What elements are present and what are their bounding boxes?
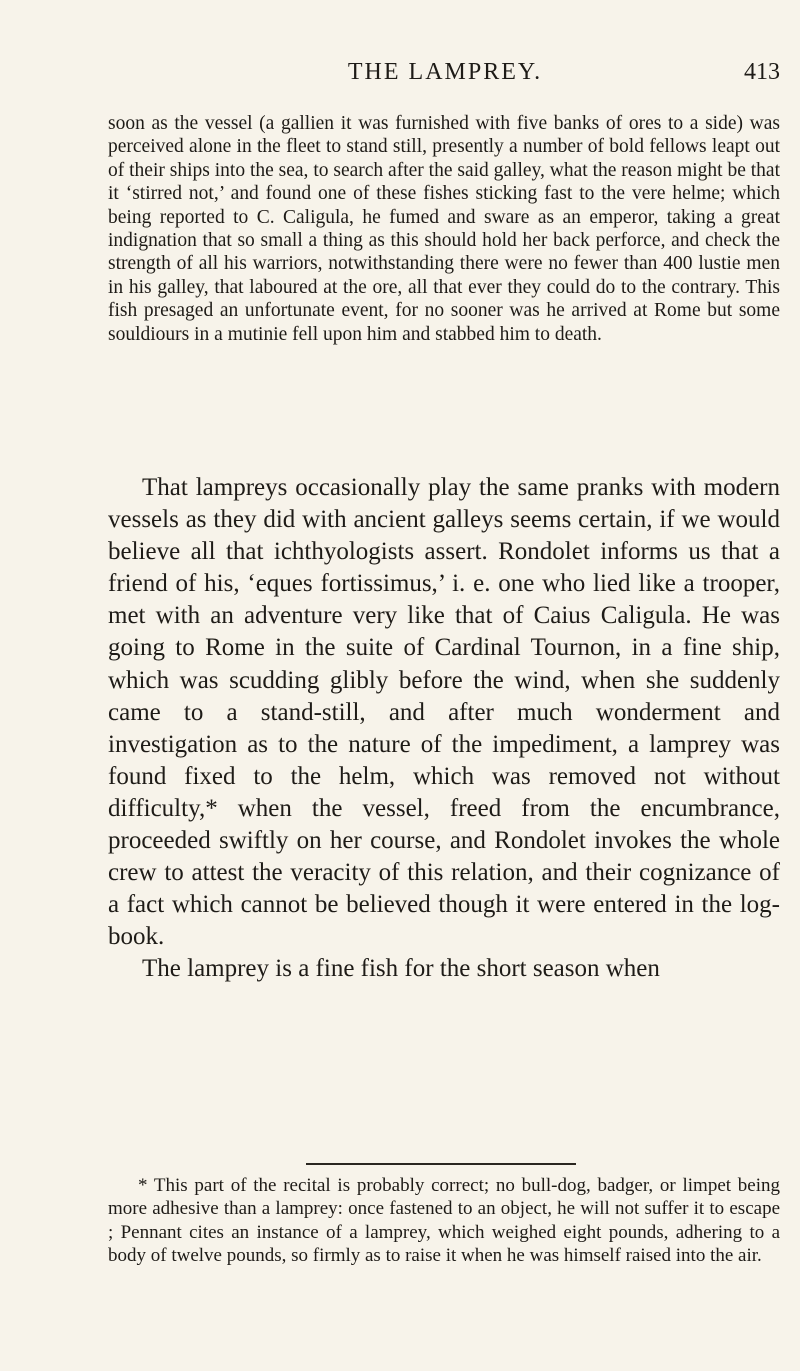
body-paragraph: That lampreys occasionally play the same pranks with modern vessels as they did with ancient galleys seems certain, if we would believe all that ichthyologists assert. Rondolet informs us that a friend of his, ‘eques fortissimus,’ i. e. one who lied like a trooper, met with an adventure very like that of Caius Caligula. He was going to Rome in the suite of Cardinal Tournon, in a fine ship, which was scudding glibly before the wind, when she suddenly came to a stand-still, and after much wonderment and investigation as to the nature of the impediment, a lamprey was found fixed to the helm, which was removed not without difficulty,* when the vessel, freed from the encumbrance, proceeded swiftly on her course, and Rondolet invokes the whole crew to attest the veracity of this relation, and their cognizance of a fact which cannot be believed though it were entered in the log-book. xyxy=(108,474,780,951)
footnote-divider xyxy=(306,1163,576,1165)
footnote: * This part of the recital is probably correct; no bull-dog, badger, or limpet being more adhesive than a lamprey: once fastened to an object, he will not suffer it to escape ; Pennant cites an instance of a lamprey, which weighed eight pounds, adhering to a body of twelve pounds, so firmly as to raise it when he was himself raised into the air. xyxy=(108,1175,780,1266)
page-number: 413 xyxy=(744,59,780,85)
body-paragraph: The lamprey is a fine fish for the short season when xyxy=(142,955,660,983)
running-title: THE LAMPREY. xyxy=(347,59,543,85)
main-text xyxy=(108,472,780,986)
quoted-passage: soon as the vessel (a gallien it was furnished with five banks of ores to a side) was perceived alone in the fleet to stand still, presently a number of bold fellows leapt out of their ships into the sea, to search after the said galley, what the reason might be that it ‘stirred not,’ and found one of these fishes sticking fast to the vere helme; which being reported to C. Caligula, he fumed and sware as an emperor, taking a great indignation that so small a thing as this should hold her back perforce, and check the strength of all his warriors, notwithstanding there were no fewer than 400 lustie men in his galley, that laboured at the ore, all that ever they could do to the contrary. This fish presaged an unfortunate event, for no sooner was he arrived at Rome but some souldiours in a mutinie fell upon him and stabbed him to death. xyxy=(108,113,780,345)
page-header xyxy=(110,52,780,92)
